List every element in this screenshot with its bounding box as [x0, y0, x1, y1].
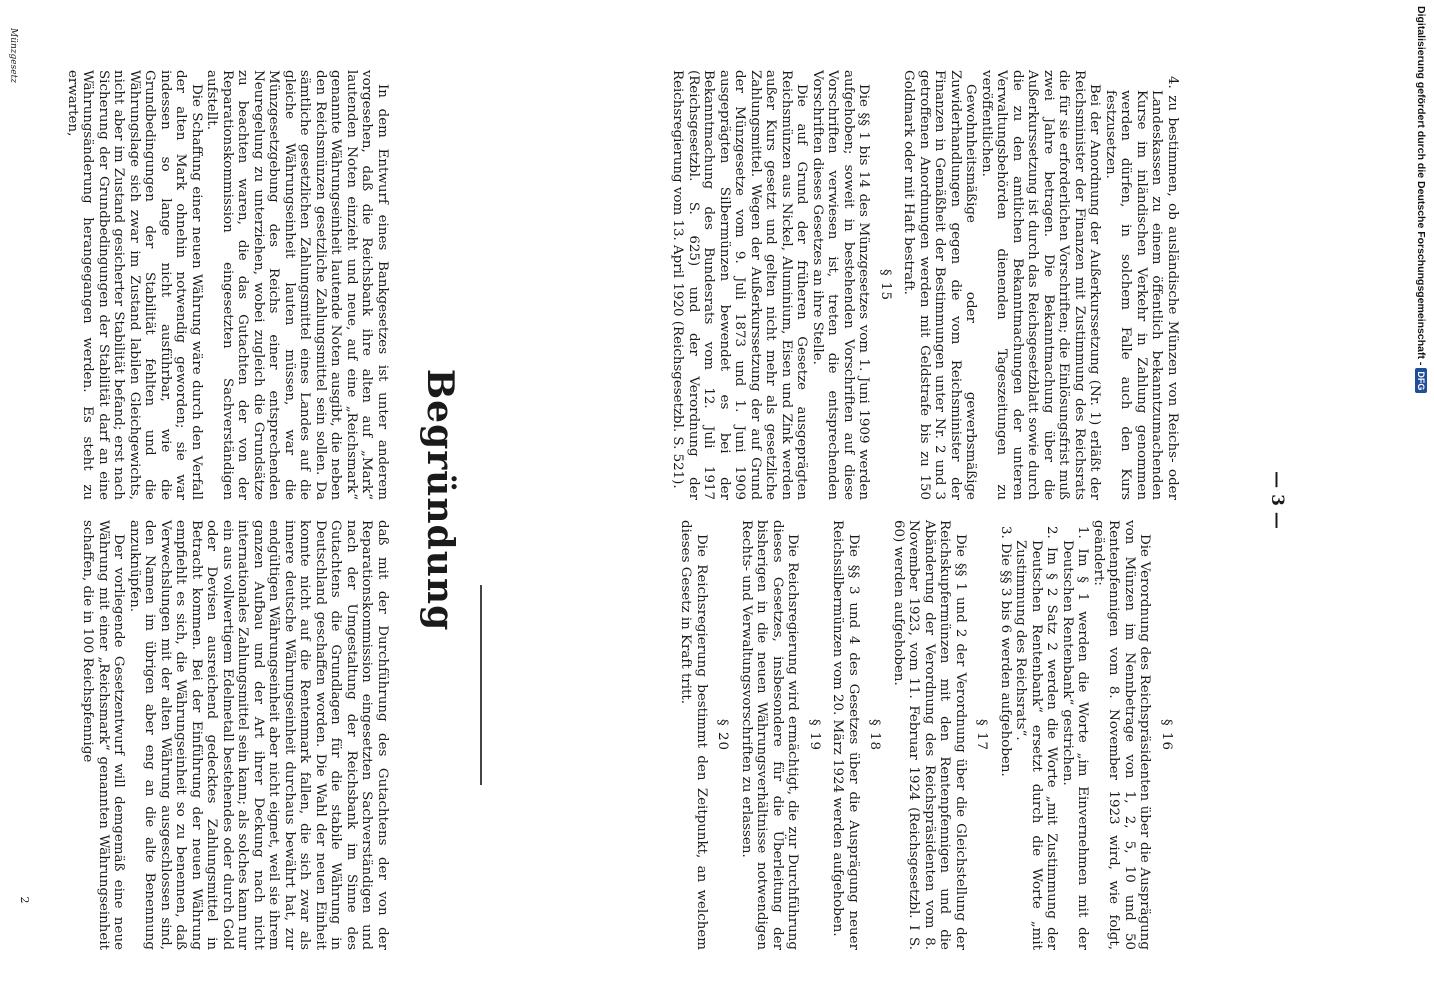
section-heading-18: § 18 [867, 719, 883, 751]
item-4: 4. zu bestimmen, ob ausländische Münzen von Reichs- oder Landeskassen zu einem öffentlich bekanntzumachenden Kurse im inländischen Verkehr in Zahlung genommen werden dürfen, in solchem Falle auch den Kurs festzusetzen. [1103, 76, 1180, 500]
section-heading-15: § 15 [878, 269, 893, 301]
credit-text: Digitalisierung gefördert durch die Deutsche Forschungsgemeinschaft - [1415, 6, 1427, 366]
section-title: Begründung [419, 368, 461, 632]
bottom-right-column [80, 520, 390, 950]
list-item: 2. Im § 2 Satz 2 werden die Worte „mit Zustimmung der Deutschen Rentenbank“ ersetzt durch die Worte „mit Zustimmung des Reichsrats“. [1013, 526, 1060, 950]
bottom-left-column [65, 70, 390, 500]
paragraph: In dem Entwurf eines Bankgesetzes ist unter anderem vorgesehen, daß die Reichsbank ihre alten auf „Mark“ lautenden Noten einzieht und neue, auf eine „Reichsmark“ genannte Währungseinheit lautende Noten ausgibt, die neben den Reichsmünzen gesetzliche Zahlungsmittel sein sollen. Da sämtliche gesetzlichen Zahlungsmittel eines Landes auf die gleiche Währungseinheit lauten müssen, war die Münzgesetzgebung des Reichs einer entsprechenden Neuregelung zu unterziehen, wobei zugleich die Grundsätze zu beachten waren, die das Gutachten der von der Reparationskommission eingesetzten Sachverständigen aufstellt. [204, 70, 390, 500]
page-number: — 3 — [1267, 471, 1287, 529]
footer-sheet-number: 2 [18, 896, 31, 904]
section-heading-17: § 17 [974, 719, 990, 751]
section-divider [480, 585, 482, 785]
paragraph: Der vorliegende Gesetzentwurf will demgemäß eine neue Währung mit einer „Reichsmark“ genannten Währungseinheit schaffen, die in 100 Reichspfennige [80, 520, 127, 950]
right-column [452, 520, 1182, 950]
paragraph: Die §§ 1 bis 14 des Münzgesetzes vom 1. Juni 1909 werden aufgehoben; soweit in bestehenden Vorschriften auf diese Vorschriften verwiesen ist, treten die entsprechenden Vorschriften dieses Gesetzes an ihre Stelle. [810, 70, 872, 500]
page-number-header [1254, 40, 1287, 960]
section-heading-19: § 19 [807, 719, 822, 751]
section-heading-20: § 20 [715, 719, 731, 751]
dfg-logo: DFG [1415, 368, 1427, 393]
paragraph: Die §§ 3 und 4 des Gesetzes über die Ausprägung neuer Reichssilbermünzen vom 20. März 1924 werden aufgehoben. [830, 520, 861, 950]
digitization-credit [1410, 6, 1432, 996]
left-column [450, 70, 1180, 500]
paragraph: Die §§ 1 und 2 der Verordnung über die Gleichstellung der Reichskupfermünzen mit den Rentenpfennigen und die Abänderung der Verordnung des Reichspräsidenten vom 8. November 1923, vom 11. Februar 1924 (Reichsgesetzbl. I S. 60) werden aufgehoben. [891, 520, 968, 950]
section-heading-16: § 16 [1159, 719, 1174, 751]
paragraph: Die Reichsregierung wird ermächtigt, die zur Durchführung dieses Gesetzes, insbesondere für die Überleitung der bisherigen in die neuen Währungsverhältnisse notwendigen Rechts- und Verwaltungsvorschriften zu erlassen. [739, 520, 801, 950]
list-item: 3. Die §§ 3 bis 6 werden aufgehoben. [998, 526, 1013, 777]
paragraph: Die Verordnung des Reichspräsidenten über die Ausprägung von Münzen im Nennbetrage von 1, 2, 5, 10 und 50 Rentenpfennigen vom 8. November 1923 wird, wie folgt, geändert: [1091, 520, 1153, 950]
footer-signature-mark: Münzgesetz [8, 28, 18, 83]
paragraph: Gewohnheitsmäßige oder gewerbsmäßige Zuwiderhandlungen gegen die vom Reichsminister der Finanzen in Gemäßheit der Bestimmungen unter Nr. 2 und 3 getroffenen Anordnungen werden mit Geldstrafe bis zu 150 Goldmark oder mit Haft bestraft. [901, 70, 979, 500]
paragraph: Die Schaffung einer neuen Währung wäre durch den Verfall der alten Mark ohnehin notwendig geworden; sie war indessen so lange nicht ausführbar, wie die Grundbedingungen der Stabilität fehlten und die Währungslage sich zwar im Zustand labilen Gleichgewichts, nicht aber im Zustand gesicherter Stabilität befand; erst nach Sicherung der Grundbedingungen der Stabilität darf an eine Währungsänderung herangegangen werden. Es steht zu erwarten, [65, 70, 204, 500]
paragraph: Die auf Grund der früheren Gesetze ausgeprägten Reichsmünzen aus Nickel, Aluminium, Eisen und Zink werden außer Kurs gesetzt und gelten nicht mehr als gesetzliche Zahlungsmittel. Wegen der Außerkurssetzung der auf Grund der Münzgesetze vom 9. Juli 1873 und 1. Juni 1909 ausgeprägten Silbermünzen bewendet es bei der Bekanntmachung des Bundesrats vom 12. Juli 1917 (Reichsgesetzbl. S. 625) und der Verordnung der Reichsregierung vom 13. April 1920 (Reichsgesetzbl. S. 521). [670, 70, 810, 500]
paragraph: daß mit der Durchführung des Gutachtens der von der Reparationskommission eingesetzten Sachverständigen und nach der Umgestaltung der Reichsbank im Sinne des Gutachtens die Grundlagen für die stabile Währung in Deutschland geschaffen worden. Die Wahl der neuen Einheit konnte nicht auf die Rentenmark fallen, die sich zwar als innere deutsche Währungseinheit durchaus bewährt hat, zur endgültigen Währungseinheit aber nicht eignet, weil sie ihrem ganzen Aufbau und der Art ihrer Deckung nach nicht internationales Zahlungsmittel sein kann; als solches kann nur ein aus vollwertigem Edelmetall bestehendes oder durch Gold oder Devisen ausreichend gedecktes Zahlungsmittel in Betracht kommen. Bei der Einführung der neuen Währung empfiehlt es sich, die Währungseinheit so zu benennen, daß Verwechslungen mit der alten Währung ausgeschlossen sind, den Namen im übrigen aber eng an die alte Benennung anzuknüpfen. [127, 520, 390, 950]
list-item: 1. Im § 1 werden die Worte „im Einvernehmen mit der Deutschen Rentenbank“ gestrichen. [1060, 526, 1091, 950]
paragraph: Die Reichsregierung bestimmt den Zeitpunkt, an welchem dieses Gesetz in Kraft tritt. [678, 520, 709, 950]
paragraph: Bei der Anordnung der Außerkurssetzung (Nr. 1) erläßt der Reichsminister der Finanzen mit Zustimmung des Reichsrats die für sie erforderlichen Vorschriften; die Einlösungsfrist muß zwei Jahre betragen. Die Bekanntmachung über die Außerkurssetzung ist durch das Reichsgesetzblatt sowie durch die zu den amtlichen Bekanntmachungen der unteren Verwaltungsbehörden dienenden Tageszeitungen zu veröffentlichen. [979, 70, 1103, 500]
